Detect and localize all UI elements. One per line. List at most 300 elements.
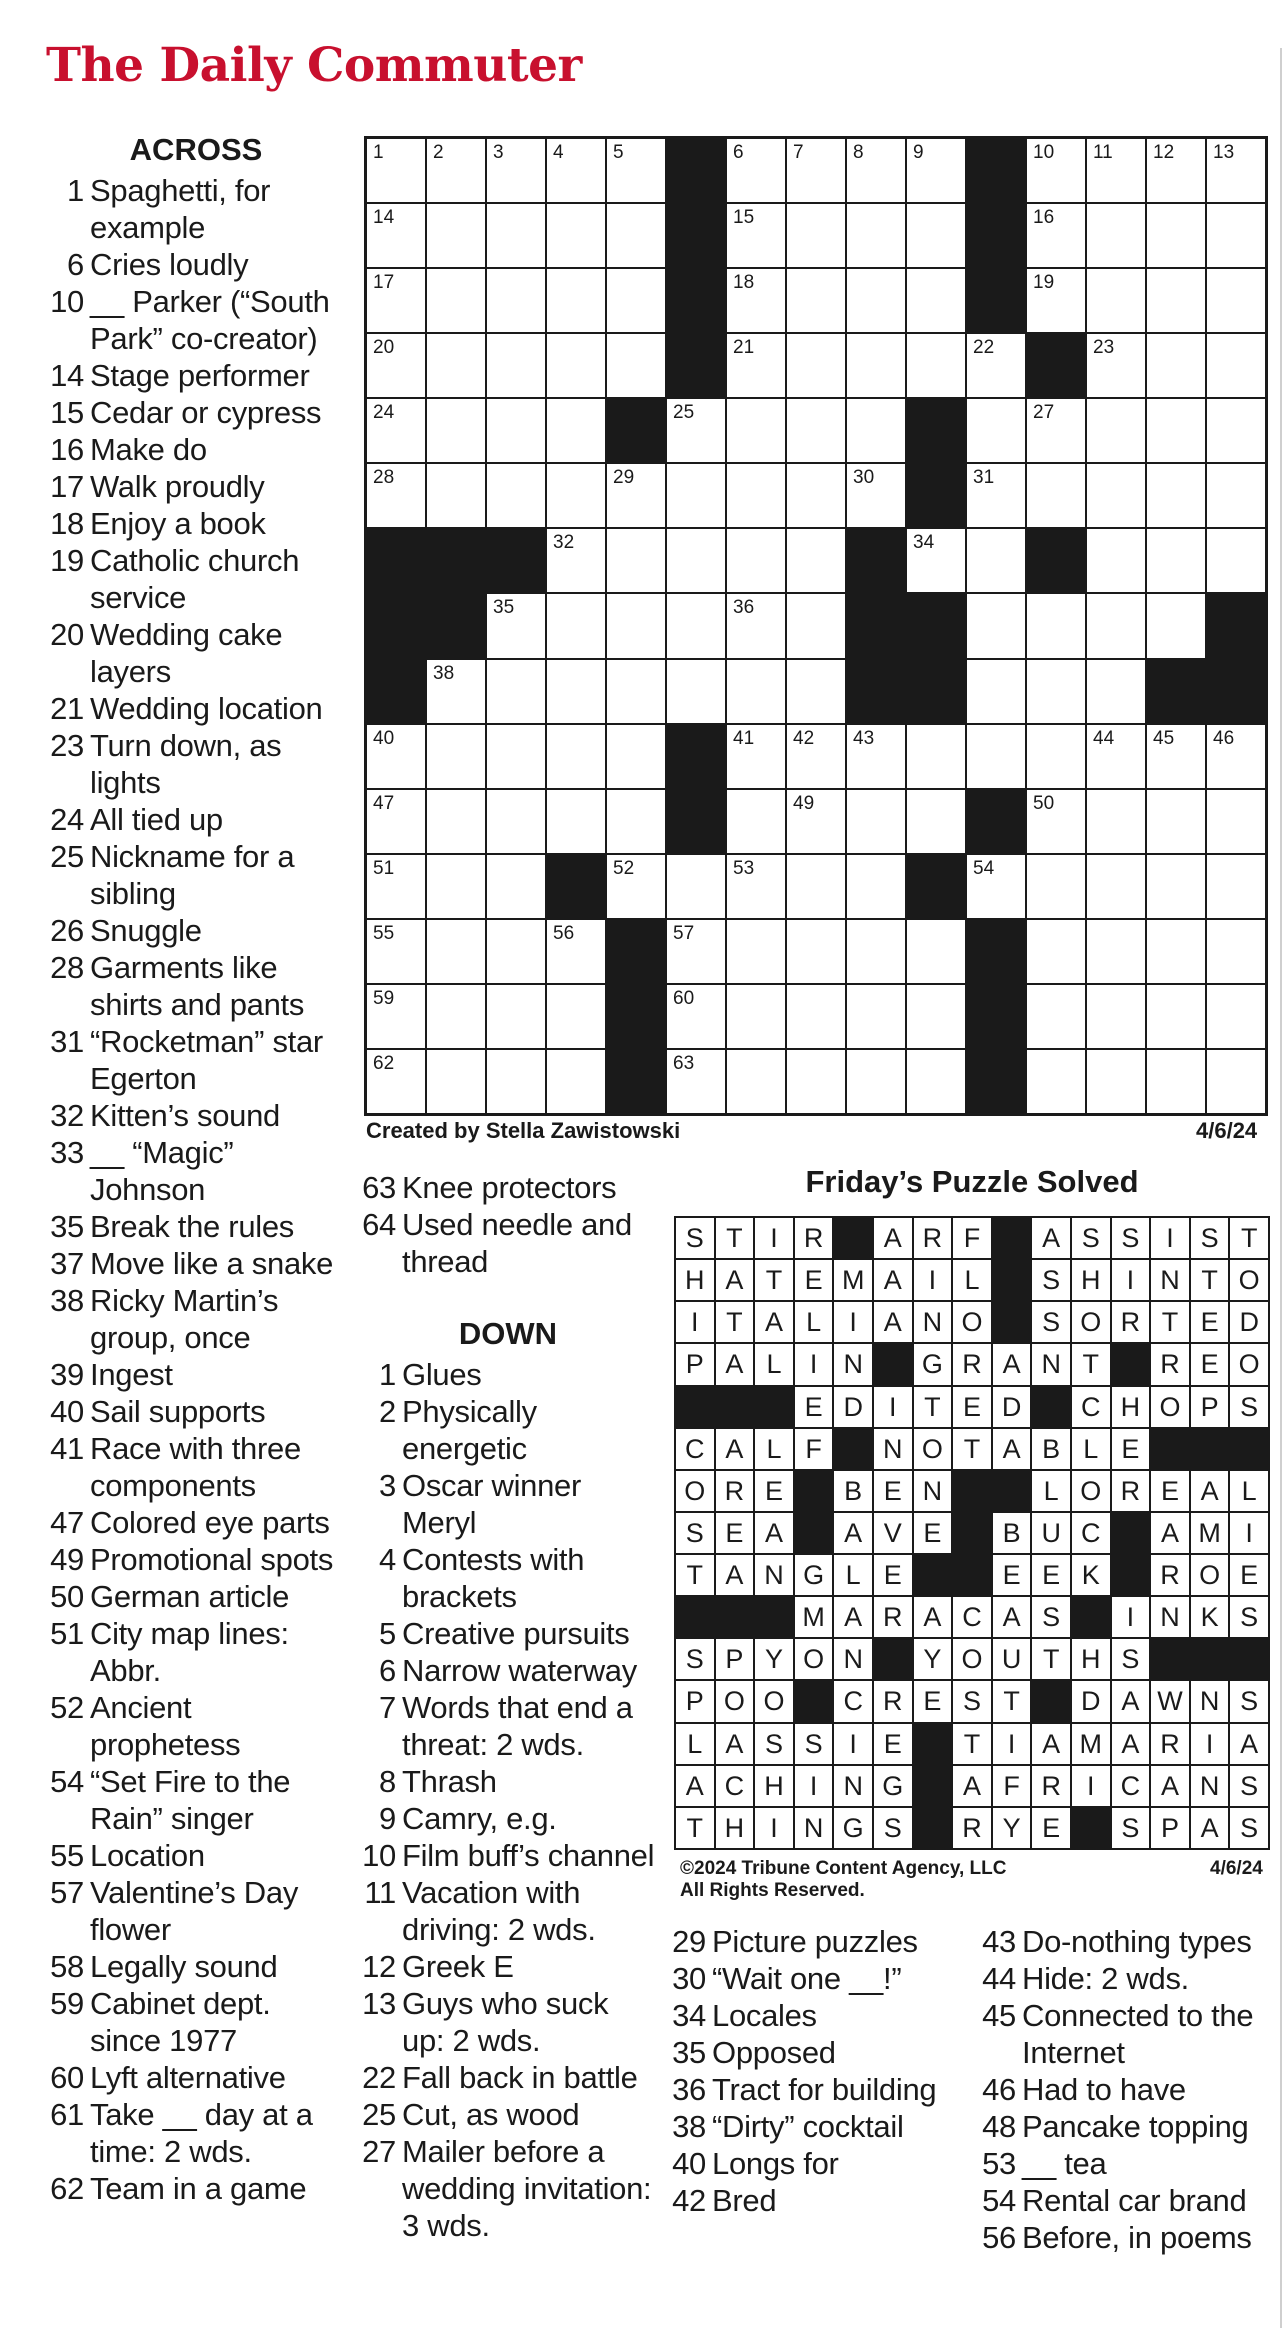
across-clue-6[interactable]	[46, 246, 346, 283]
grid-cell[interactable]	[787, 269, 845, 332]
grid-cell[interactable]	[1147, 855, 1205, 918]
grid-cell[interactable]	[547, 594, 605, 657]
grid-cell[interactable]	[727, 464, 785, 527]
down-clue-27[interactable]	[358, 2133, 658, 2244]
grid-cell[interactable]	[667, 920, 725, 983]
across-clue-18[interactable]	[46, 505, 346, 542]
across-clue-60[interactable]	[46, 2059, 346, 2096]
grid-cell[interactable]	[487, 790, 545, 853]
across-clue-39[interactable]	[46, 1356, 346, 1393]
grid-cell[interactable]	[547, 660, 605, 723]
down-clue-42[interactable]	[668, 2182, 968, 2219]
grid-cell[interactable]	[727, 139, 785, 202]
grid-cell[interactable]	[1087, 464, 1145, 527]
clue-text: Colored eye parts	[90, 1505, 330, 1540]
down-clue-54[interactable]	[978, 2182, 1278, 2219]
down-clue-1[interactable]	[358, 1356, 658, 1393]
grid-cell[interactable]	[427, 334, 485, 397]
grid-cell[interactable]	[607, 855, 665, 918]
black-square	[1147, 660, 1207, 723]
down-clue-8[interactable]	[358, 1763, 658, 1800]
down-clue-3[interactable]	[358, 1467, 658, 1541]
grid-cell[interactable]	[1147, 204, 1205, 267]
grid-cell[interactable]	[1027, 1050, 1085, 1113]
grid-cell[interactable]	[1207, 399, 1265, 462]
down-clue-22[interactable]	[358, 2059, 658, 2096]
down-clue-30[interactable]	[668, 1960, 968, 1997]
across-clue-21[interactable]	[46, 690, 346, 727]
grid-cell[interactable]	[967, 660, 1025, 723]
grid-cell[interactable]	[1147, 594, 1205, 657]
down-clue-56[interactable]	[978, 2219, 1278, 2256]
solved-letter: N	[922, 1307, 943, 1338]
solved-letter: S	[1042, 1265, 1061, 1296]
grid-cell[interactable]	[787, 204, 845, 267]
grid-cell[interactable]	[1087, 920, 1145, 983]
grid-cell[interactable]	[487, 725, 545, 788]
across-clue-24[interactable]	[46, 801, 346, 838]
grid-cell[interactable]	[427, 790, 485, 853]
grid-cell[interactable]	[847, 399, 905, 462]
grid-cell[interactable]	[1027, 725, 1085, 788]
grid-cell[interactable]	[1147, 725, 1205, 788]
grid-cell[interactable]	[1207, 790, 1265, 853]
grid-cell[interactable]	[487, 985, 545, 1048]
black-square	[1207, 660, 1265, 723]
down-clue-9[interactable]	[358, 1800, 658, 1837]
grid-cell[interactable]	[787, 855, 845, 918]
cell-number: 6	[733, 142, 744, 163]
across-clue-61[interactable]	[46, 2096, 346, 2170]
grid-cell[interactable]	[487, 594, 545, 657]
grid-cell[interactable]	[787, 660, 845, 723]
solved-cell	[716, 1513, 754, 1553]
solved-cell	[676, 1639, 714, 1679]
grid-cell[interactable]	[547, 920, 605, 983]
grid-cell[interactable]	[787, 464, 845, 527]
across-clue-47[interactable]	[46, 1504, 346, 1541]
grid-cell[interactable]	[967, 594, 1025, 657]
down-clue-25[interactable]	[358, 2096, 658, 2133]
across-clue-32[interactable]	[46, 1097, 346, 1134]
across-clue-59[interactable]	[46, 1985, 346, 2059]
across-clue-51[interactable]	[46, 1615, 346, 1689]
grid-cell[interactable]	[787, 985, 845, 1048]
grid-cell[interactable]	[367, 399, 425, 462]
solved-letter: A	[1200, 1812, 1219, 1843]
across-clue-58[interactable]	[46, 1948, 346, 1985]
solved-cell	[874, 1808, 912, 1848]
grid-cell[interactable]	[1207, 269, 1265, 332]
grid-cell[interactable]	[727, 269, 785, 332]
solved-letter: A	[725, 1728, 744, 1759]
grid-cell[interactable]	[547, 1050, 605, 1113]
grid-cell[interactable]	[847, 725, 905, 788]
across-clue-14[interactable]	[46, 357, 346, 394]
across-clue-35[interactable]	[46, 1208, 346, 1245]
grid-cell[interactable]	[607, 660, 665, 723]
across-clue-15[interactable]	[46, 394, 346, 431]
grid-cell[interactable]	[787, 1050, 845, 1113]
black-square	[914, 1766, 952, 1808]
grid-cell[interactable]	[667, 529, 725, 592]
grid-cell[interactable]	[1147, 334, 1205, 397]
across-clue-10[interactable]	[46, 283, 346, 357]
grid-cell[interactable]	[1087, 529, 1145, 592]
grid-cell[interactable]	[367, 855, 425, 918]
grid-cell[interactable]	[1207, 725, 1265, 788]
clue-text: Glues	[402, 1357, 482, 1392]
grid-cell[interactable]	[607, 269, 665, 332]
across-clue-16[interactable]	[46, 431, 346, 468]
grid-cell[interactable]	[427, 204, 485, 267]
grid-cell[interactable]	[487, 334, 545, 397]
grid-cell[interactable]	[907, 1050, 965, 1113]
solved-cell	[1151, 1260, 1189, 1300]
across-clue-37[interactable]	[46, 1245, 346, 1282]
grid-cell[interactable]	[907, 725, 965, 788]
grid-cell[interactable]	[1087, 855, 1145, 918]
grid-cell[interactable]	[487, 204, 545, 267]
grid-cell[interactable]	[1087, 204, 1145, 267]
grid-cell[interactable]	[1027, 855, 1085, 918]
grid-cell[interactable]	[1087, 790, 1145, 853]
grid-cell[interactable]	[427, 920, 485, 983]
grid-cell[interactable]	[427, 399, 485, 462]
grid-cell[interactable]	[1147, 269, 1205, 332]
grid-cell[interactable]	[847, 464, 905, 527]
grid-cell[interactable]	[547, 790, 605, 853]
clue-number: 33	[50, 1135, 84, 1170]
across-clue-50[interactable]	[46, 1578, 346, 1615]
grid-cell[interactable]	[907, 529, 965, 592]
grid-cell[interactable]	[727, 660, 785, 723]
grid-cell[interactable]	[607, 464, 665, 527]
grid-cell[interactable]	[607, 790, 665, 853]
cell-number: 13	[1213, 142, 1235, 163]
across-clue-25[interactable]	[46, 838, 346, 912]
solved-cell	[834, 1471, 872, 1511]
black-square	[907, 464, 965, 527]
grid-cell[interactable]	[1087, 660, 1145, 723]
grid-cell[interactable]	[1087, 139, 1145, 202]
solved-cell	[1230, 1344, 1268, 1384]
grid-cell[interactable]	[967, 464, 1025, 527]
grid-cell[interactable]	[1207, 334, 1265, 397]
grid-cell[interactable]	[967, 529, 1025, 592]
grid-cell[interactable]	[667, 660, 725, 723]
grid-cell[interactable]	[787, 399, 845, 462]
grid-cell[interactable]	[907, 204, 965, 267]
grid-cell[interactable]	[1147, 985, 1205, 1048]
grid-cell[interactable]	[727, 920, 785, 983]
down-clue-12[interactable]	[358, 1948, 658, 1985]
grid-cell[interactable]	[727, 790, 785, 853]
grid-cell[interactable]	[367, 269, 425, 332]
grid-cell[interactable]	[1087, 1050, 1145, 1113]
grid-cell[interactable]	[1207, 139, 1265, 202]
across-clue-55[interactable]	[46, 1837, 346, 1874]
grid-cell[interactable]	[787, 920, 845, 983]
grid-cell[interactable]	[1027, 790, 1085, 853]
grid-cell[interactable]	[1027, 269, 1085, 332]
clue-text: German article	[90, 1579, 290, 1614]
grid-cell[interactable]	[1147, 464, 1205, 527]
grid-cell[interactable]	[667, 594, 725, 657]
across-clue-54[interactable]	[46, 1763, 346, 1837]
down-clue-44[interactable]	[978, 1960, 1278, 1997]
grid-cell[interactable]	[1207, 985, 1265, 1048]
black-square	[834, 1429, 872, 1469]
down-clue-6[interactable]	[358, 1652, 658, 1689]
grid-cell[interactable]	[847, 855, 905, 918]
grid-cell[interactable]	[967, 855, 1025, 918]
down-clue-53[interactable]	[978, 2145, 1278, 2182]
across-clue-41[interactable]	[46, 1430, 346, 1504]
grid-cell[interactable]	[1147, 790, 1205, 853]
black-square	[676, 1387, 716, 1427]
grid-cell[interactable]	[367, 334, 425, 397]
grid-cell[interactable]	[1147, 1050, 1205, 1113]
down-clue-7[interactable]	[358, 1689, 658, 1763]
grid-cell[interactable]	[1207, 204, 1265, 267]
grid-cell[interactable]	[907, 269, 965, 332]
grid-cell[interactable]	[427, 985, 485, 1048]
solved-letter: R	[1041, 1770, 1061, 1801]
grid-cell[interactable]	[487, 139, 545, 202]
grid-cell[interactable]	[787, 139, 845, 202]
across-clue-33[interactable]	[46, 1134, 346, 1208]
down-clue-29[interactable]	[668, 1923, 968, 1960]
solved-cell	[716, 1302, 754, 1342]
grid-cell[interactable]	[547, 334, 605, 397]
grid-cell[interactable]	[907, 139, 965, 202]
down-clue-46[interactable]	[978, 2071, 1278, 2108]
grid-cell[interactable]	[667, 399, 725, 462]
down-clue-34[interactable]	[668, 1997, 968, 2034]
across-clue-19[interactable]	[46, 542, 346, 616]
down-clue-5[interactable]	[358, 1615, 658, 1652]
grid-cell[interactable]	[547, 204, 605, 267]
grid-cell[interactable]	[847, 204, 905, 267]
grid-cell[interactable]	[1147, 399, 1205, 462]
grid-cell[interactable]	[367, 790, 425, 853]
down-clue-45[interactable]	[978, 1997, 1278, 2071]
grid-cell[interactable]	[427, 464, 485, 527]
solved-letter: A	[1160, 1517, 1179, 1548]
solved-cell	[1112, 1597, 1150, 1637]
grid-cell[interactable]	[967, 399, 1025, 462]
grid-cell[interactable]	[967, 725, 1025, 788]
grid-cell[interactable]	[847, 269, 905, 332]
grid-cell[interactable]	[1207, 920, 1265, 983]
grid-cell[interactable]	[667, 855, 725, 918]
down-clue-10[interactable]	[358, 1837, 658, 1874]
grid-cell[interactable]	[367, 1050, 425, 1113]
grid-cell[interactable]	[547, 985, 605, 1048]
grid-cell[interactable]	[727, 1050, 785, 1113]
grid-cell[interactable]	[1027, 464, 1085, 527]
across-clue-40[interactable]	[46, 1393, 346, 1430]
across-clue-23[interactable]	[46, 727, 346, 801]
down-clue-2[interactable]	[358, 1393, 658, 1467]
across-clue-20[interactable]	[46, 616, 346, 690]
grid-cell[interactable]	[1027, 920, 1085, 983]
grid-cell[interactable]	[1147, 920, 1205, 983]
grid-cell[interactable]	[667, 1050, 725, 1113]
across-clue-28[interactable]	[46, 949, 346, 1023]
grid-cell[interactable]	[847, 985, 905, 1048]
down-clue-13[interactable]	[358, 1985, 658, 2059]
crossword-grid[interactable]	[364, 136, 1268, 1116]
grid-cell[interactable]	[607, 334, 665, 397]
grid-cell[interactable]	[727, 855, 785, 918]
solved-cell	[676, 1302, 714, 1342]
down-clue-11[interactable]	[358, 1874, 658, 1948]
across-clue-17[interactable]	[46, 468, 346, 505]
grid-cell[interactable]	[787, 334, 845, 397]
grid-cell[interactable]	[1207, 529, 1265, 592]
grid-cell[interactable]	[367, 204, 425, 267]
grid-cell[interactable]	[607, 725, 665, 788]
down-clue-40[interactable]	[668, 2145, 968, 2182]
grid-cell[interactable]	[547, 399, 605, 462]
grid-cell[interactable]	[1087, 269, 1145, 332]
grid-cell[interactable]	[1207, 1050, 1265, 1113]
grid-cell[interactable]	[907, 920, 965, 983]
across-clue-62[interactable]	[46, 2170, 346, 2207]
solved-cell	[874, 1429, 912, 1469]
grid-cell[interactable]	[487, 660, 545, 723]
grid-cell[interactable]	[907, 334, 965, 397]
grid-cell[interactable]	[1207, 464, 1265, 527]
down-clue-38[interactable]	[668, 2108, 968, 2145]
grid-cell[interactable]	[607, 204, 665, 267]
solved-cell	[1112, 1260, 1150, 1300]
grid-cell[interactable]	[1087, 725, 1145, 788]
solved-cell	[914, 1344, 952, 1384]
grid-cell[interactable]	[427, 1050, 485, 1113]
solved-letter: G	[921, 1349, 943, 1380]
grid-cell[interactable]	[847, 1050, 905, 1113]
grid-cell[interactable]	[487, 269, 545, 332]
grid-cell[interactable]	[907, 790, 965, 853]
grid-cell[interactable]	[727, 529, 785, 592]
across-clue-38[interactable]	[46, 1282, 346, 1356]
across-clue-52[interactable]	[46, 1689, 346, 1763]
grid-cell[interactable]	[1087, 594, 1145, 657]
grid-cell[interactable]	[427, 139, 485, 202]
grid-cell[interactable]	[367, 725, 425, 788]
grid-cell[interactable]	[607, 529, 665, 592]
grid-cell[interactable]	[1027, 139, 1085, 202]
grid-cell[interactable]	[607, 139, 665, 202]
grid-cell[interactable]	[787, 725, 845, 788]
grid-cell[interactable]	[547, 269, 605, 332]
solved-letter: K	[1200, 1602, 1219, 1633]
grid-cell[interactable]	[907, 985, 965, 1048]
grid-cell[interactable]	[1147, 529, 1205, 592]
grid-cell[interactable]	[367, 139, 425, 202]
down-clue-36[interactable]	[668, 2071, 968, 2108]
grid-cell[interactable]	[487, 920, 545, 983]
grid-cell[interactable]	[547, 464, 605, 527]
grid-cell[interactable]	[847, 790, 905, 853]
grid-cell[interactable]	[1147, 139, 1205, 202]
grid-cell[interactable]	[727, 399, 785, 462]
grid-cell[interactable]	[547, 529, 605, 592]
grid-cell[interactable]	[487, 399, 545, 462]
grid-cell[interactable]	[727, 725, 785, 788]
black-square	[847, 660, 907, 723]
grid-cell[interactable]	[727, 334, 785, 397]
grid-cell[interactable]	[847, 139, 905, 202]
clue-number: 55	[50, 1838, 84, 1873]
solved-letter: P	[685, 1686, 704, 1717]
grid-cell[interactable]	[367, 464, 425, 527]
grid-cell[interactable]	[427, 660, 485, 723]
grid-cell[interactable]	[1027, 594, 1085, 657]
grid-cell[interactable]	[1087, 334, 1145, 397]
across-clue-1[interactable]	[46, 172, 346, 246]
grid-cell[interactable]	[367, 985, 425, 1048]
grid-cell[interactable]	[427, 725, 485, 788]
solved-cell	[1230, 1681, 1268, 1721]
clue-text: “Set Fire to the Rain” singer	[90, 1764, 291, 1836]
solved-letter: M	[1198, 1517, 1221, 1548]
grid-cell[interactable]	[787, 594, 845, 657]
across-clue-63[interactable]	[358, 1169, 658, 1206]
across-clue-26[interactable]	[46, 912, 346, 949]
grid-cell[interactable]	[1027, 399, 1085, 462]
grid-cell[interactable]	[787, 529, 845, 592]
grid-cell[interactable]	[487, 1050, 545, 1113]
grid-cell[interactable]	[1087, 985, 1145, 1048]
down-clue-48[interactable]	[978, 2108, 1278, 2145]
down-clue-43[interactable]	[978, 1923, 1278, 1960]
grid-cell[interactable]	[727, 594, 785, 657]
grid-cell[interactable]	[607, 594, 665, 657]
solved-cell	[1191, 1513, 1229, 1553]
grid-cell[interactable]	[427, 855, 485, 918]
grid-cell[interactable]	[667, 464, 725, 527]
grid-cell[interactable]	[727, 985, 785, 1048]
down-clue-4[interactable]	[358, 1541, 658, 1615]
grid-cell[interactable]	[1207, 855, 1265, 918]
grid-cell[interactable]	[967, 334, 1025, 397]
across-clue-64[interactable]	[358, 1206, 658, 1280]
grid-cell[interactable]	[847, 334, 905, 397]
across-clue-31[interactable]	[46, 1023, 346, 1097]
across-clue-49[interactable]	[46, 1541, 346, 1578]
grid-cell[interactable]	[847, 920, 905, 983]
grid-cell[interactable]	[1027, 660, 1085, 723]
grid-cell[interactable]	[487, 855, 545, 918]
grid-cell[interactable]	[667, 985, 725, 1048]
grid-cell[interactable]	[1027, 985, 1085, 1048]
grid-cell[interactable]	[1027, 204, 1085, 267]
grid-cell[interactable]	[727, 204, 785, 267]
grid-cell[interactable]	[367, 920, 425, 983]
across-clue-57[interactable]	[46, 1874, 346, 1948]
down-clue-35[interactable]	[668, 2034, 968, 2071]
grid-cell[interactable]	[547, 725, 605, 788]
grid-cell[interactable]	[1087, 399, 1145, 462]
grid-cell[interactable]	[427, 269, 485, 332]
grid-cell[interactable]	[487, 464, 545, 527]
grid-cell[interactable]	[547, 139, 605, 202]
grid-cell[interactable]	[787, 790, 845, 853]
